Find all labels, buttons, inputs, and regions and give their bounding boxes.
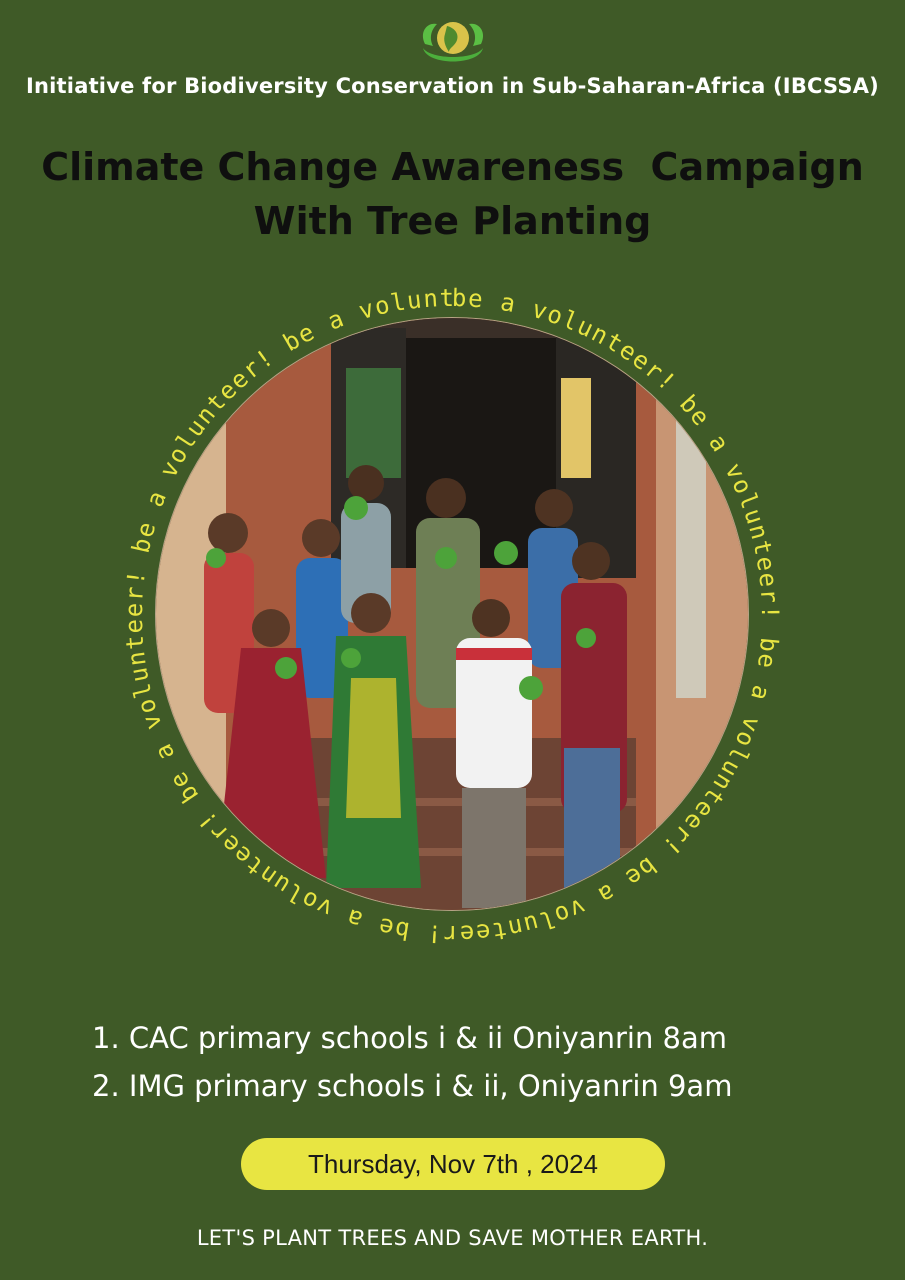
list-item: 2. IMG primary schools i & ii, Oniyanrin 9am	[92, 1069, 733, 1103]
org-logo	[417, 14, 489, 70]
volunteer-ring-text: be a volunteer! be a volunteer! be a volunteer! be a volunteer! be a volunteer! be a volunteer! be a volunteer! be a volunt	[119, 283, 785, 949]
leaf-globe-logo-icon	[417, 14, 489, 70]
campaign-title	[0, 140, 905, 248]
school-schedule-list	[92, 1014, 872, 1110]
volunteers-photo-illustration	[156, 318, 748, 910]
event-date-text: Thursday, Nov 7th , 2024	[307, 1148, 598, 1179]
event-date-badge	[241, 1138, 665, 1190]
list-item: 1. CAC primary schools i & ii Oniyanrin 8am	[92, 1021, 728, 1055]
campaign-title-line1: Climate Change Awareness Campaign	[41, 145, 864, 189]
campaign-title-line2: With Tree Planting	[253, 199, 652, 243]
volunteers-photo	[156, 318, 748, 910]
org-name: Initiative for Biodiversity Conservation in Sub-Saharan-Africa (IBCSSA)	[26, 74, 879, 98]
slogan: LET'S PLANT TREES AND SAVE MOTHER EARTH.	[196, 1226, 709, 1250]
